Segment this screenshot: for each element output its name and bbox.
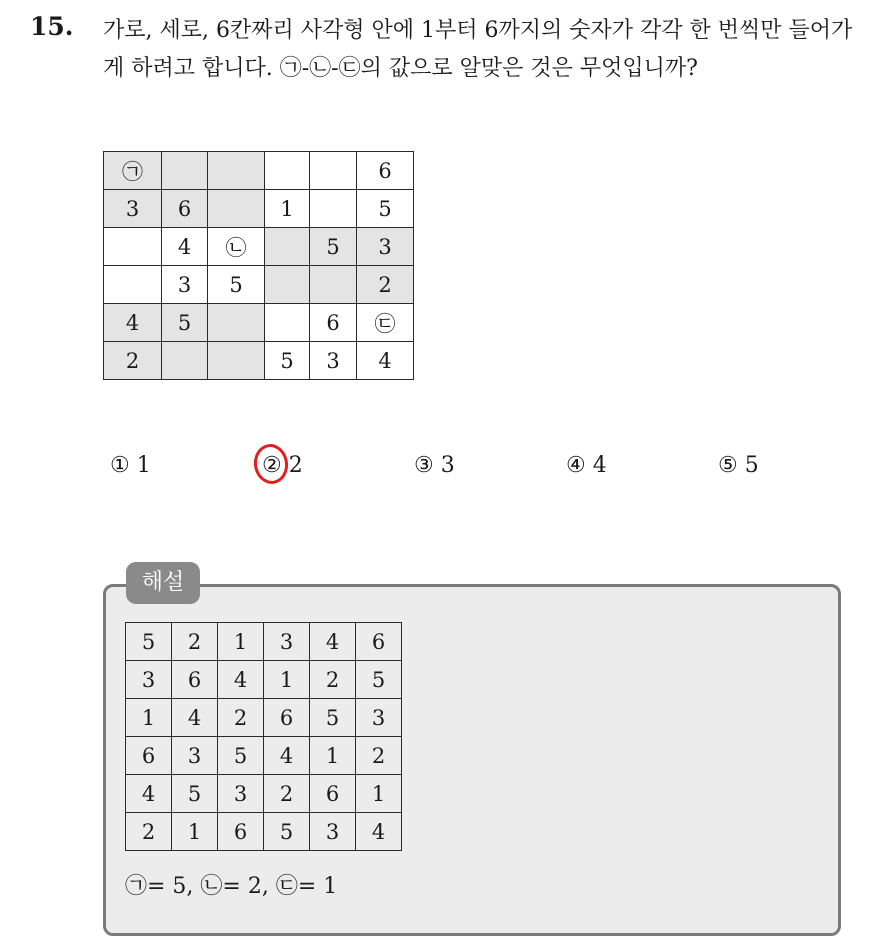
solution-cell: 1	[126, 699, 172, 737]
solution-cell: 2	[356, 737, 402, 775]
solution-cell: 1	[172, 813, 218, 851]
solution-cell: 5	[218, 737, 264, 775]
puzzle-row	[104, 228, 414, 266]
solution-row	[126, 661, 402, 699]
choice-5[interactable]: ⑤ 5	[718, 453, 759, 478]
solution-cell: 2	[218, 699, 264, 737]
solution-cell: 3	[356, 699, 402, 737]
solution-cell: 6	[172, 661, 218, 699]
puzzle-cell	[208, 304, 265, 342]
puzzle-cell: 6	[162, 190, 208, 228]
choice-2[interactable]: ② 2	[262, 453, 303, 478]
solution-cell: 3	[264, 623, 310, 661]
solution-cell: 2	[310, 661, 356, 699]
solution-cell: 2	[172, 623, 218, 661]
puzzle-row	[104, 190, 414, 228]
solution-cell: 2	[264, 775, 310, 813]
puzzle-cell	[208, 190, 265, 228]
solution-cell: 1	[218, 623, 264, 661]
solution-grid	[125, 622, 402, 851]
puzzle-cell	[104, 266, 162, 304]
solution-cell: 4	[264, 737, 310, 775]
puzzle-cell	[208, 152, 265, 190]
puzzle-cell	[310, 266, 357, 304]
solution-cell: 5	[356, 661, 402, 699]
solution-cell: 3	[218, 775, 264, 813]
puzzle-cell: 3	[357, 228, 414, 266]
puzzle-cell: 4	[357, 342, 414, 380]
puzzle-row	[104, 304, 414, 342]
puzzle-row	[104, 342, 414, 380]
choice-4[interactable]: ④ 4	[566, 453, 607, 478]
solution-cell: 4	[356, 813, 402, 851]
solution-cell: 5	[310, 699, 356, 737]
puzzle-cell: 3	[310, 342, 357, 380]
solution-cell: 4	[126, 775, 172, 813]
solution-badge: 해설	[126, 562, 200, 604]
solution-cell: 3	[126, 661, 172, 699]
puzzle-cell: 5	[310, 228, 357, 266]
solution-cell: 1	[356, 775, 402, 813]
puzzle-cell: 2	[104, 342, 162, 380]
solution-cell: 6	[126, 737, 172, 775]
puzzle-row	[104, 152, 414, 190]
puzzle-cell: 3	[162, 266, 208, 304]
puzzle-cell	[162, 342, 208, 380]
solution-cell: 5	[172, 775, 218, 813]
puzzle-cell	[208, 342, 265, 380]
puzzle-cell: 4	[104, 304, 162, 342]
puzzle-cell: 5	[162, 304, 208, 342]
solution-row	[126, 813, 402, 851]
puzzle-cell: 5	[208, 266, 265, 304]
solution-cell: 5	[126, 623, 172, 661]
puzzle-grid	[103, 151, 414, 380]
solution-cell: 2	[126, 813, 172, 851]
solution-cell: 6	[264, 699, 310, 737]
puzzle-cell: ㉢	[357, 304, 414, 342]
puzzle-row	[104, 266, 414, 304]
puzzle-cell	[162, 152, 208, 190]
choice-3[interactable]: ③ 3	[414, 453, 455, 478]
puzzle-cell: 6	[310, 304, 357, 342]
puzzle-cell	[265, 228, 310, 266]
puzzle-cell	[104, 228, 162, 266]
puzzle-cell: 1	[265, 190, 310, 228]
puzzle-cell: 4	[162, 228, 208, 266]
solution-cell: 1	[310, 737, 356, 775]
solution-row	[126, 775, 402, 813]
puzzle-cell: 3	[104, 190, 162, 228]
solution-cell: 3	[172, 737, 218, 775]
puzzle-cell: 5	[265, 342, 310, 380]
puzzle-cell: ㉡	[208, 228, 265, 266]
question-text: 가로, 세로, 6칸짜리 사각형 안에 1부터 6까지의 숫자가 각각 한 번씩만 들어가게 하려고 합니다. ㉠-㉡-㉢의 값으로 알맞은 것은 무엇입니까?	[103, 18, 853, 81]
solution-row	[126, 623, 402, 661]
puzzle-cell: 6	[357, 152, 414, 190]
solution-cell: 4	[172, 699, 218, 737]
puzzle-cell: ㉠	[104, 152, 162, 190]
answer-choices	[110, 448, 810, 484]
solution-cell: 6	[356, 623, 402, 661]
puzzle-cell	[265, 304, 310, 342]
puzzle-cell	[310, 190, 357, 228]
solution-row	[126, 699, 402, 737]
solution-answer: ㉠= 5, ㉡= 2, ㉢= 1	[125, 874, 338, 899]
solution-cell: 4	[310, 623, 356, 661]
puzzle-cell: 2	[357, 266, 414, 304]
solution-cell: 3	[310, 813, 356, 851]
puzzle-cell: 5	[357, 190, 414, 228]
question-number: 15.	[30, 12, 74, 41]
puzzle-cell	[310, 152, 357, 190]
puzzle-cell	[265, 152, 310, 190]
solution-cell: 5	[264, 813, 310, 851]
puzzle-cell	[265, 266, 310, 304]
solution-cell: 6	[218, 813, 264, 851]
solution-row	[126, 737, 402, 775]
choice-1[interactable]: ① 1	[110, 453, 151, 478]
solution-cell: 6	[310, 775, 356, 813]
solution-cell: 4	[218, 661, 264, 699]
solution-cell: 1	[264, 661, 310, 699]
